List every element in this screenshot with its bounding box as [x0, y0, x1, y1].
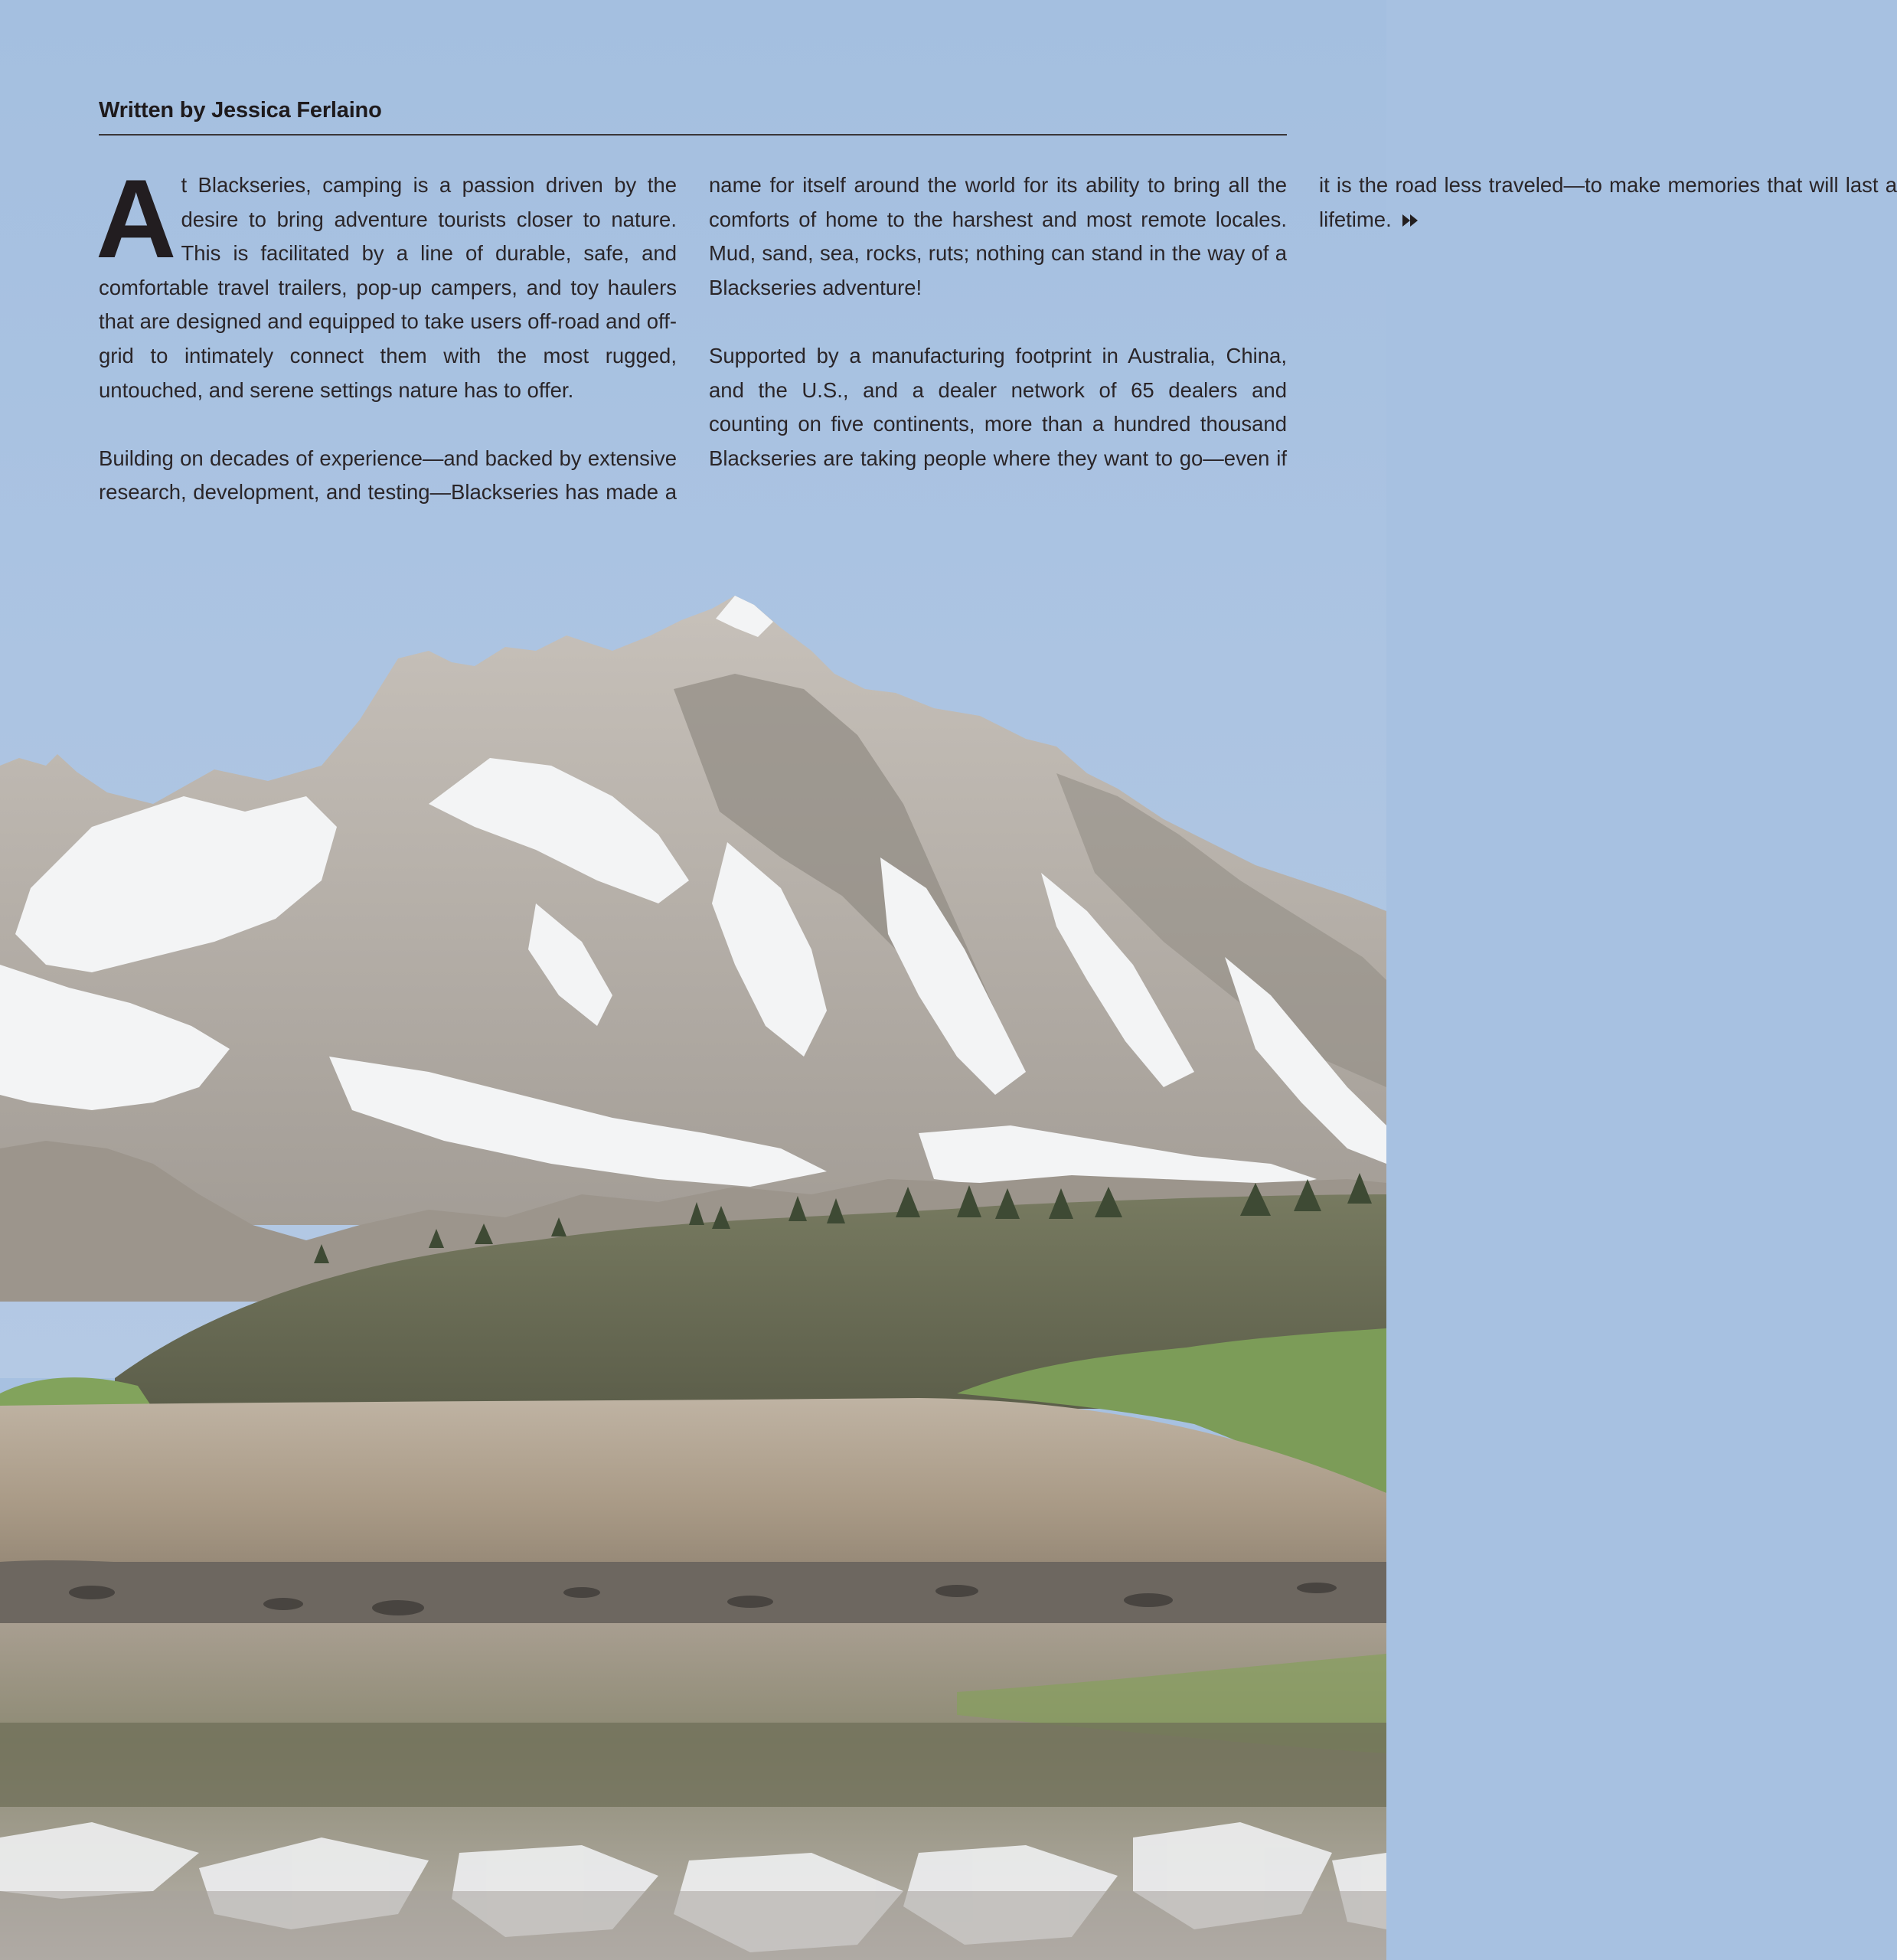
article-body — [96, 156, 1897, 521]
reflected-rock — [0, 1891, 1386, 1960]
drop-cap: A — [96, 156, 177, 281]
byline-rule — [99, 134, 1287, 136]
paragraph-3-text: Supported by a manufacturing footprint in Australia, China, and the U.S., and a dealer network of 65 dealers and counting on five continents, more than a hundred thousand Blackseries are taking people where they want to go—even if it is the road less traveled—to make memories that will last a lifetime. — [709, 173, 1897, 470]
paragraph-1-text: t Blackseries, camping is a passion driven by the desire to bring adventure tourists closer to nature. This is facilitated by a line of durable, safe, and comfortable travel trailers, pop-up campers, and toy haulers that are designed and equipped to take users off-road and off-grid to intimately connect them with the most rugged, untouched, and serene settings nature has to offer. — [99, 173, 677, 402]
byline: Written by Jessica Ferlaino — [99, 98, 382, 122]
double-play-icon — [1402, 204, 1419, 238]
rocky-shore — [0, 1562, 1386, 1631]
article-paragraph-2: Building on decades of experience—and backed by extensive research, development, and testing—Blackseries has made a name for itself around the world for its ability to bring all the comforts of home to the harshest and most remote locales. Mud, sand, sea, rocks, ruts; nothing can stand in the way of a Blackseries adventure! — [99, 173, 1287, 505]
reflected-hill — [0, 1723, 1386, 1807]
article-paragraph-1 — [96, 156, 677, 407]
